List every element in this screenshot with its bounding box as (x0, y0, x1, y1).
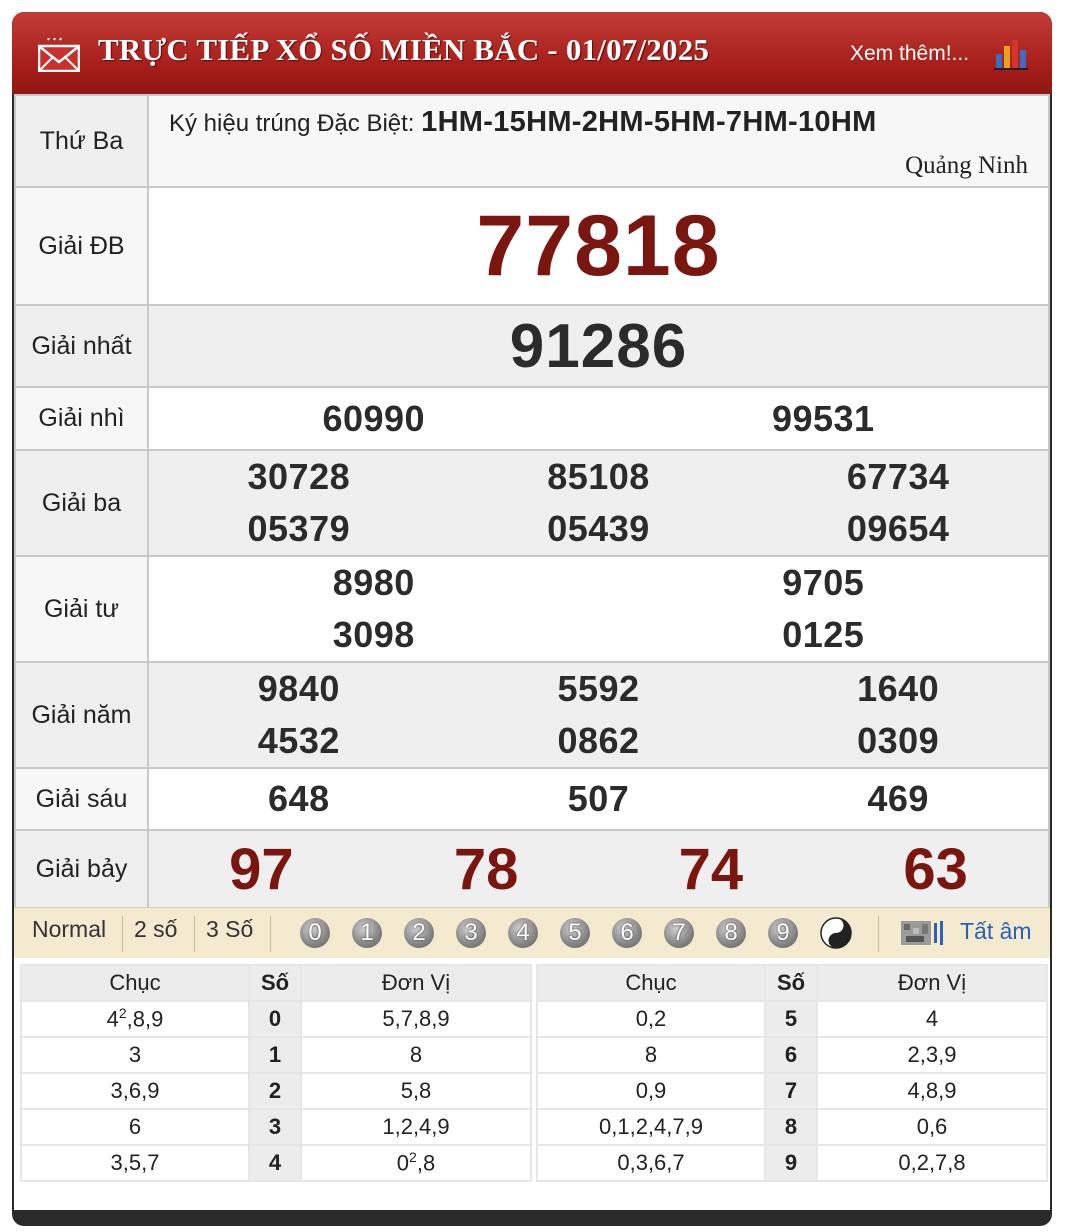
donvi-cell: 0,2,7,8 (817, 1145, 1047, 1181)
ball-8-button[interactable]: 8 (716, 918, 746, 948)
info-row (15, 95, 1049, 187)
ball-1-button[interactable]: 1 (352, 918, 382, 948)
chuc-cell: 0,1,2,4,7,9 (537, 1109, 765, 1145)
prize-number: 4532 (257, 720, 340, 761)
prize-label-nhi: Giải nhì (15, 387, 148, 450)
ball-0-button[interactable]: 0 (300, 918, 330, 948)
so-cell: 6 (765, 1037, 817, 1073)
loto-row (21, 1073, 531, 1109)
prize-label-bay: Giải bảy (15, 830, 148, 908)
prize-row-tu (15, 556, 1049, 662)
so-cell: 3 (249, 1109, 301, 1145)
chuc-cell: 6 (21, 1109, 249, 1145)
prize-row-nhi (15, 387, 1049, 450)
kyhieu-value: 1HM-15HM-2HM-5HM-7HM-10HM (421, 106, 877, 138)
chuc-header: Chục (21, 965, 249, 1001)
normal-button[interactable]: Normal (32, 916, 107, 942)
chuc-cell: 8 (537, 1037, 765, 1073)
prize-number: 507 (567, 778, 630, 819)
prize-number: 30728 (247, 456, 351, 497)
chuc-cell: 3,5,7 (21, 1145, 249, 1181)
prize-number: 648 (268, 778, 330, 819)
so-cell: 1 (249, 1037, 301, 1073)
donvi-cell: 4,8,9 (817, 1073, 1047, 1109)
chuc-cell: 3,6,9 (21, 1073, 249, 1109)
two-digit-button[interactable]: 2 số (134, 916, 178, 942)
prize-number: 9705 (782, 562, 865, 603)
donvi-cell: $0^2,8$ (301, 1145, 531, 1181)
divider (270, 916, 271, 952)
prize-number: 97 (229, 836, 294, 902)
prize-row-bay (15, 830, 1049, 908)
prize-number: 05439 (547, 508, 650, 549)
ball-7-button[interactable]: 7 (664, 918, 694, 948)
prize-label-sau: Giải sáu (15, 768, 148, 830)
prize-row-sau (15, 768, 1049, 830)
divider (878, 916, 879, 952)
prize-number: 74 (678, 836, 744, 902)
so-cell: 4 (249, 1145, 301, 1181)
ball-5-button[interactable]: 5 (560, 918, 590, 948)
ball-9-button[interactable]: 9 (768, 918, 798, 948)
loto-header-row (537, 965, 1047, 1001)
kyhieu-label: Ký hiệu trúng Đặc Biệt: (169, 110, 415, 137)
prize-number: 3098 (332, 614, 415, 655)
prize-number: 5592 (557, 668, 640, 709)
prize-label-nam: Giải năm (15, 662, 148, 768)
donvi-cell: 5,8 (301, 1073, 531, 1109)
donvi-cell: 5,7,8,9 (301, 1001, 531, 1037)
tat-am-link[interactable]: Tất âm (960, 918, 1032, 944)
prize-number: 8980 (332, 562, 415, 603)
prize-number: 0125 (782, 614, 865, 655)
donvi-header: Đơn Vị (817, 965, 1047, 1001)
loto-section (14, 958, 1050, 1210)
widget-header (12, 12, 1052, 94)
donvi-cell: 8 (301, 1037, 531, 1073)
loto-row (537, 1001, 1047, 1037)
so-header: Số (249, 965, 301, 1001)
loto-row (21, 1109, 531, 1145)
chuc-header: Chục (537, 965, 765, 1001)
loto-table-right (536, 964, 1048, 1182)
kyhieu-text (169, 106, 877, 139)
loto-row (21, 1001, 531, 1037)
divider (194, 916, 195, 952)
prize-number: 0862 (557, 720, 640, 761)
day-label: Thứ Ba (15, 95, 148, 187)
loto-header-row (21, 965, 531, 1001)
chuc-cell: 0,9 (537, 1073, 765, 1109)
loto-row (21, 1145, 531, 1181)
prize-label-tu: Giải tư (15, 556, 148, 662)
prize-number: 85108 (547, 456, 650, 497)
loto-table-left (20, 964, 532, 1182)
prize-number: 99531 (771, 397, 875, 439)
chuc-cell: $4^2,8,9$ (21, 1001, 249, 1037)
so-cell: 9 (765, 1145, 817, 1181)
sound-bars-icon[interactable] (900, 919, 946, 947)
mail-icon (38, 38, 80, 77)
prize-row-ba (15, 450, 1049, 556)
ball-4-button[interactable]: 4 (508, 918, 538, 948)
loto-row (537, 1145, 1047, 1181)
prize-number: 05379 (247, 508, 351, 549)
prize-label-nhat: Giải nhất (15, 305, 148, 387)
results-table (14, 94, 1050, 909)
prize-label-db: Giải ĐB (15, 187, 148, 305)
filter-toolbar (14, 907, 1050, 959)
prize-number: 1640 (857, 668, 940, 709)
widget-title: TRỰC TIẾP XỔ SỐ MIỀN BẮC - 01/07/2025 (98, 32, 710, 67)
prize-number: 0309 (857, 720, 940, 761)
donvi-header: Đơn Vị (301, 965, 531, 1001)
chuc-cell: 0,3,6,7 (537, 1145, 765, 1181)
so-cell: 7 (765, 1073, 817, 1109)
prize-number: 63 (903, 836, 968, 902)
loto-row (21, 1037, 531, 1073)
prize-row-nhat (15, 305, 1049, 387)
donvi-cell: 4 (817, 1001, 1047, 1037)
province-name: Quảng Ninh (905, 152, 1028, 179)
loto-row (537, 1073, 1047, 1109)
so-cell: 5 (765, 1001, 817, 1037)
prize-row-db (15, 187, 1049, 305)
donvi-cell: 1,2,4,9 (301, 1109, 531, 1145)
so-cell: 0 (249, 1001, 301, 1037)
so-cell: 8 (765, 1109, 817, 1145)
prize-row-nam (15, 662, 1049, 768)
so-header: Số (765, 965, 817, 1001)
three-digit-button[interactable]: 3 Số (206, 916, 254, 942)
more-link[interactable]: Xem thêm!... (850, 42, 970, 65)
donvi-cell: 2,3,9 (817, 1037, 1047, 1073)
prize-number: 60990 (322, 397, 426, 439)
bar-chart-icon[interactable] (992, 32, 1032, 77)
loto-row (537, 1037, 1047, 1073)
prize-number: 67734 (846, 456, 950, 497)
prize-number: 09654 (846, 508, 950, 549)
ball-6-button[interactable]: 6 (612, 918, 642, 948)
prize-number: 469 (867, 778, 929, 819)
prize-nhat-number: 91286 (509, 311, 688, 381)
divider (122, 916, 123, 952)
prize-label-ba: Giải ba (15, 450, 148, 556)
prize-number: 78 (453, 836, 519, 902)
loto-row (537, 1109, 1047, 1145)
donvi-cell: 0,6 (817, 1109, 1047, 1145)
so-cell: 2 (249, 1073, 301, 1109)
chuc-cell: 0,2 (537, 1001, 765, 1037)
ball-3-button[interactable]: 3 (456, 918, 486, 948)
chuc-cell: 3 (21, 1037, 249, 1073)
prize-db-number: 77818 (476, 197, 721, 294)
lottery-widget (12, 12, 1052, 1226)
yin-yang-icon[interactable] (820, 917, 852, 954)
prize-number: 9840 (257, 668, 340, 709)
ball-2-button[interactable]: 2 (404, 918, 434, 948)
